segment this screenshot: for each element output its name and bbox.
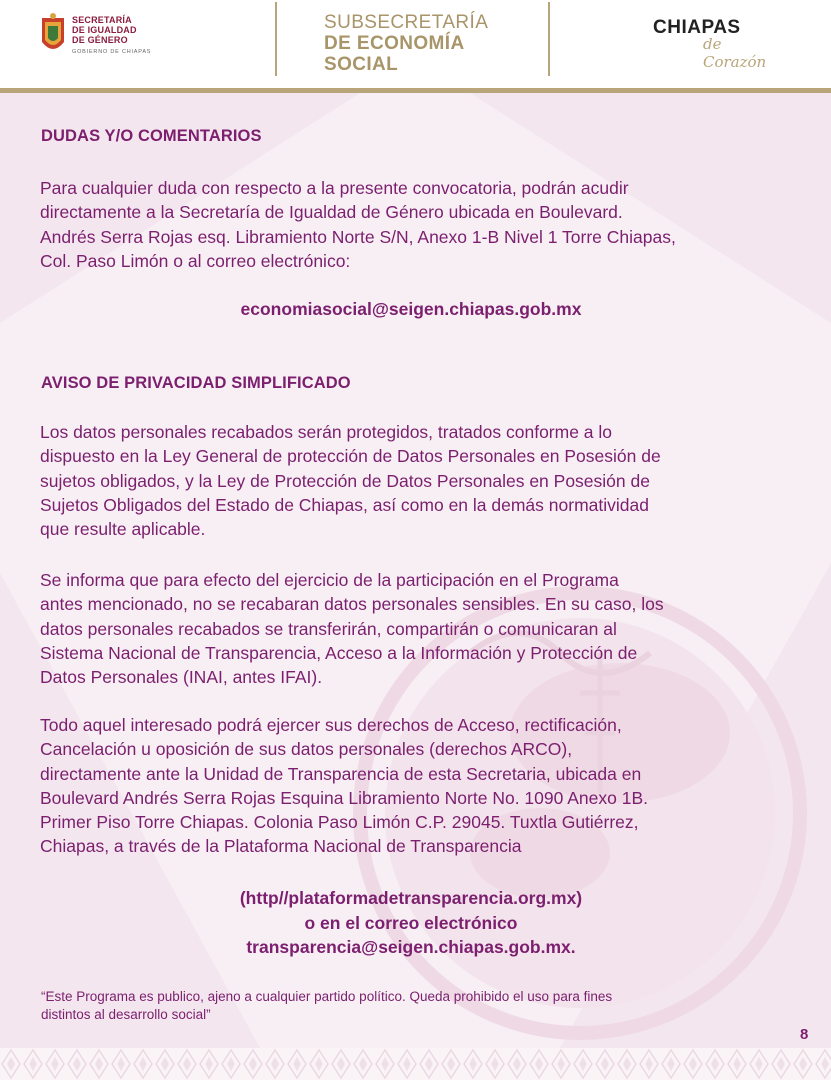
- text-line: Para cualquier duda con respecto a la presente convocatoria, podrán acudir: [40, 178, 629, 198]
- contact-email[interactable]: economiasocial@seigen.chiapas.gob.mx: [240, 299, 582, 319]
- seigen-logo: [38, 12, 168, 62]
- dudas-paragraph: [40, 176, 782, 273]
- note-line: distintos al desarrollo social”: [41, 1007, 211, 1022]
- text-line: Los datos personales recabados serán protegidos, tratados conforme a lo: [40, 422, 613, 442]
- aviso-paragraph-2: [40, 568, 782, 689]
- corazon-wordmark: de Corazón: [703, 35, 767, 71]
- diamond-pattern: [0, 1048, 831, 1080]
- text-line: directamente a la Secretaría de Igualdad de Género ubicada en Boulevard.: [40, 202, 623, 223]
- text-line: Andrés Serra Rojas esq. Libramiento Norte S/N, Anexo 1-B Nivel 1 Torre Chiapas,: [40, 226, 676, 247]
- text-line: Datos Personales (INAI, antes IFAI).: [40, 667, 323, 688]
- text-line: Sujetos Obligados del Estado de Chiapas, así como en la demás normatividad: [40, 494, 649, 515]
- text-line: directamente ante la Unidad de Transparencia de esta Secretaria, ubicada en: [40, 763, 642, 784]
- agency-line: SECRETARÍA: [72, 15, 132, 25]
- text-line: Chiapas, a través de la Plataforma Nacional de Transparencia: [40, 836, 522, 857]
- agency-line: DE IGUALDAD: [72, 25, 137, 35]
- header-divider: [548, 2, 550, 76]
- subsecretaria-line: DE ECONOMÍA: [324, 33, 465, 54]
- page-number: 8: [800, 1026, 809, 1043]
- agency-subtitle: GOBIERNO DE CHIAPAS: [72, 49, 152, 55]
- center-line: o en el correo electrónico: [304, 912, 518, 933]
- transparency-email[interactable]: transparencia@seigen.chiapas.gob.mx.: [246, 937, 576, 957]
- section-heading: DUDAS Y/O COMENTARIOS: [41, 127, 262, 145]
- text-line: datos personales recabados se transferirán, compartirán o comunicaran al: [40, 618, 617, 639]
- chiapas-wordmark: CHIAPAS: [653, 17, 741, 38]
- program-disclaimer: [41, 988, 783, 1024]
- text-line: Boulevard Andrés Serra Rojas Esquina Libramiento Norte No. 1090 Anexo 1B.: [40, 787, 648, 808]
- transparency-url[interactable]: (http//plataformadetransparencia.org.mx): [239, 888, 583, 908]
- text-line: Se informa que para efecto del ejercicio de la participación en el Programa: [40, 570, 619, 590]
- text-line: dispuesto en la Ley General de protección de Datos Personales en Posesión de: [40, 446, 661, 467]
- subsecretaria-line: SOCIAL: [324, 54, 399, 75]
- text-line: antes mencionado, no se recabaran datos personales sensibles. En su caso, los: [40, 594, 664, 615]
- aviso-paragraph-1: [40, 420, 782, 541]
- transparency-contact: [40, 886, 782, 960]
- text-line: Col. Paso Limón o al correo electrónico:: [40, 250, 351, 271]
- chiapas-logo: [653, 17, 783, 71]
- text-line: sujetos obligados, y la Ley de Protección de Datos Personales en Posesión de: [40, 470, 650, 491]
- text-line: Cancelación u oposición de sus datos personales (derechos ARCO),: [40, 739, 573, 760]
- text-line: Todo aquel interesado podrá ejercer sus derechos de Acceso, rectificación,: [40, 715, 622, 735]
- footer-pattern: [0, 1048, 831, 1080]
- header-rule: [0, 88, 831, 93]
- section-heading: AVISO DE PRIVACIDAD SIMPLIFICADO: [41, 374, 351, 392]
- page-header: [0, 0, 831, 92]
- note-line: “Este Programa es publico, ajeno a cualquier partido político. Queda prohibido el uso para fines: [41, 989, 613, 1004]
- text-line: que resulte aplicable.: [40, 519, 206, 540]
- header-divider: [275, 2, 277, 76]
- coat-of-arms-icon: [38, 12, 68, 58]
- text-line: Primer Piso Torre Chiapas. Colonia Paso Limón C.P. 29045. Tuxtla Gutiérrez,: [40, 812, 639, 833]
- aviso-paragraph-3: [40, 713, 782, 859]
- text-line: Sistema Nacional de Transparencia, Acceso a la Información y Protección de: [40, 642, 638, 663]
- subsecretaria-line: SUBSECRETARÍA: [324, 12, 489, 33]
- subsecretaria-title: [324, 12, 488, 75]
- agency-name: [72, 15, 137, 45]
- agency-line: DE GÉNERO: [72, 35, 128, 45]
